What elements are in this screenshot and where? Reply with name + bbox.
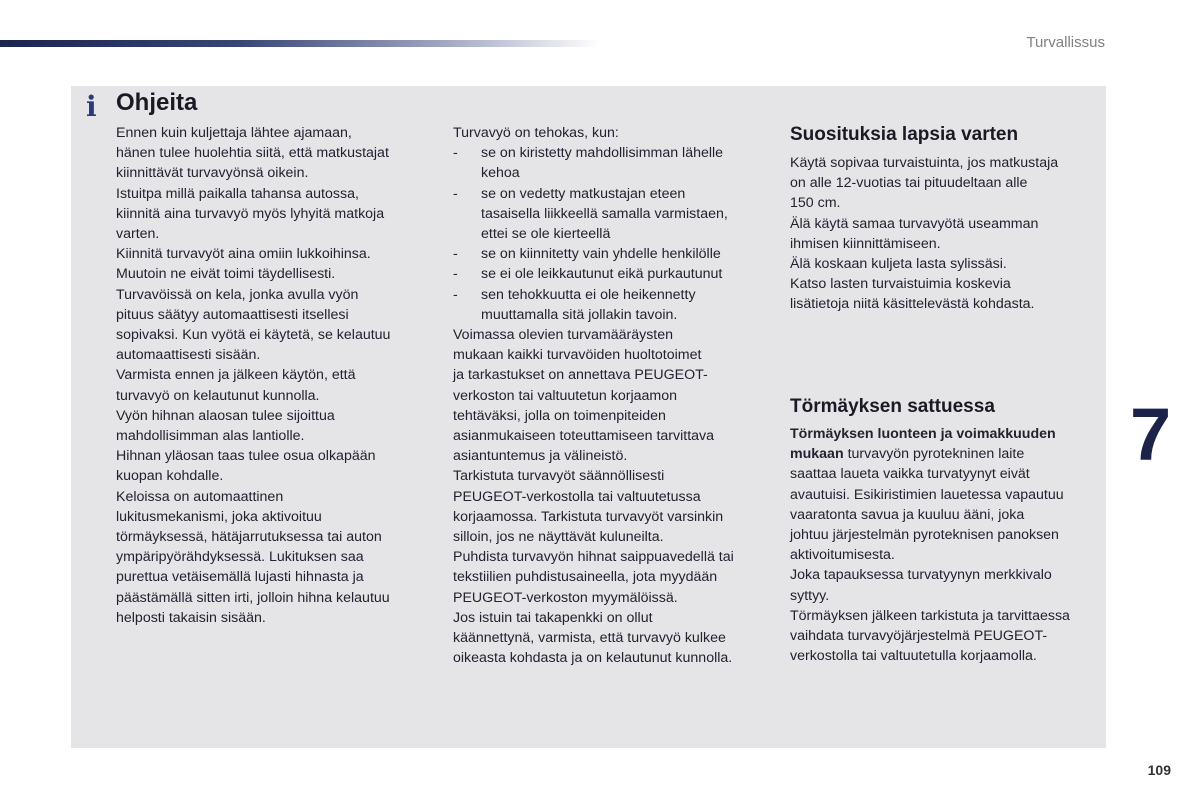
- body-line: PEUGEOT-verkostolla tai valtuutetussa: [453, 488, 701, 505]
- body-line-rest: turvavyön pyrotekninen laite: [843, 446, 1025, 463]
- body-line: Hihnan yläosan taas tulee osua olkapään: [116, 448, 376, 465]
- body-line: Älä käytä samaa turvavyötä useamman: [790, 215, 1039, 232]
- bold-line: Törmäyksen luonteen ja voimakkuuden: [790, 426, 1056, 442]
- page-number: 109: [1147, 762, 1171, 778]
- body-line: asiantuntemus ja välineistö.: [453, 448, 628, 465]
- body-line: käännettynä, varmista, että turvavyö kulkee: [453, 630, 726, 647]
- body-line: verkostolla tai valtuutetulla korjaamolla.: [790, 648, 1037, 665]
- body-line: kiinnittävät turvavyönsä oikein.: [116, 165, 309, 182]
- body-line: on alle 12-vuotias tai pituudeltaan alle: [790, 175, 1028, 192]
- body-line: lukitusmekanismi, joka aktivoituu: [116, 508, 322, 525]
- body-line: Voimassa olevien turvamääräysten: [453, 327, 674, 344]
- body-line: Turvavöissä on kela, jonka avulla vyön: [116, 286, 359, 303]
- list-item-line: se on kiinnitetty vain yhdelle henkilölle: [481, 246, 721, 263]
- body-line: Ennen kuin kuljettaja lähtee ajamaan,: [116, 125, 352, 141]
- list-item-line: se on vedetty matkustajan eteen: [481, 185, 686, 202]
- main-heading: Ohjeita: [116, 89, 198, 116]
- body-line: ja tarkastukset on annettava PEUGEOT-: [453, 367, 708, 384]
- dash-bullet: -: [453, 145, 458, 162]
- body-line: Varmista ennen ja jälkeen käytön, että: [116, 367, 356, 384]
- body-line: kiinnitä aina turvavyö myös lyhyitä matkoja: [116, 205, 385, 222]
- body-line: purettua vetäisemällä lujasti hihnasta ja: [116, 569, 364, 586]
- children-recommendations-heading: Suosituksia lapsia varten: [790, 124, 1019, 145]
- body-line: 150 cm.: [790, 195, 841, 212]
- chapter-number: 7: [1130, 393, 1172, 476]
- body-line: helposti takaisin sisään.: [116, 609, 266, 626]
- body-line: Tarkistuta turvavyöt säännöllisesti: [453, 468, 665, 485]
- list-item: [453, 285, 773, 325]
- header-gradient-bar: [0, 40, 600, 47]
- body-line: [790, 444, 1105, 464]
- body-line: avautuisi. Esikiristimien lauetessa vapautuu: [790, 486, 1064, 503]
- crash-text: [790, 424, 1105, 666]
- dash-bullet: -: [453, 266, 458, 283]
- body-line: Vyön hihnan alaosan tulee sijoittua: [116, 407, 335, 424]
- body-line: Joka tapauksessa turvatyynyn merkkivalo: [790, 567, 1052, 584]
- list-item-line: ettei se ole kierteellä: [481, 226, 611, 243]
- children-recommendations-text: [790, 153, 1105, 315]
- body-line: PEUGEOT-verkoston myymälöissä.: [453, 589, 678, 606]
- body-line: ympäripyörähdyksessä. Lukituksen saa: [116, 549, 364, 566]
- list-item-line: tasaisella liikkeellä samalla varmistaen,: [481, 205, 728, 222]
- instructions-column-2: [453, 123, 773, 668]
- dash-bullet: -: [453, 185, 458, 202]
- instructions-column-1: [116, 123, 436, 628]
- body-line: mahdollisimman alas lantiolle.: [116, 428, 305, 445]
- list-item: [453, 143, 773, 183]
- body-line: Puhdista turvavyön hihnat saippuavedellä tai: [453, 549, 734, 566]
- body-line: vaihdata turvavyöjärjestelmä PEUGEOT-: [790, 628, 1048, 645]
- list-item-line: kehoa: [481, 165, 520, 182]
- body-line: Älä koskaan kuljeta lasta sylissäsi.: [790, 256, 1007, 273]
- list-intro: Turvavyö on tehokas, kun:: [453, 125, 619, 141]
- body-line: Jos istuin tai takapenkki on ollut: [453, 609, 653, 626]
- list-item-line: muuttamalla sitä jollakin tavoin.: [481, 306, 678, 323]
- body-line: Kiinnitä turvavyöt aina omiin lukkoihinsa.: [116, 246, 371, 263]
- dash-bullet: -: [453, 286, 458, 303]
- body-line: Törmäyksen jälkeen tarkistuta ja tarvittaessa: [790, 607, 1070, 624]
- body-line: asianmukaiseen toteuttamiseen tarvittava: [453, 428, 715, 445]
- body-line: hänen tulee huolehtia siitä, että matkustajat: [116, 145, 389, 162]
- body-line: lisätietoja niitä käsittelevästä kohdasta.: [790, 296, 1035, 313]
- dash-bullet: -: [453, 246, 458, 263]
- info-icon: i: [86, 90, 97, 123]
- body-line: sopivaksi. Kun vyötä ei käytetä, se kelautuu: [116, 327, 391, 344]
- body-line: ihmisen kiinnittämiseen.: [790, 235, 941, 252]
- body-line: vaaratonta savua ja kuuluu ääni, joka: [790, 506, 1025, 523]
- body-line: tekstiilien puhdistusaineella, jota myydään: [453, 569, 718, 586]
- body-line: johtuu järjestelmän pyroteknisen panoksen: [790, 527, 1059, 544]
- body-line: oikeasta kohdasta ja on kelautunut kunnolla.: [453, 650, 733, 667]
- body-line: kuopan kohdalle.: [116, 468, 224, 485]
- section-title: Turvallissus: [1026, 34, 1105, 51]
- body-line: Katso lasten turvaistuimia koskevia: [790, 276, 1011, 293]
- body-line: verkoston tai valtuutetun korjaamon: [453, 387, 677, 404]
- body-line: Käytä sopivaa turvaistuinta, jos matkustaja: [790, 155, 1059, 171]
- bold-word: mukaan: [790, 446, 844, 463]
- list-item-line: se ei ole leikkautunut eikä purkautunut: [481, 266, 723, 283]
- body-line: turvavyö on kelautunut kunnolla.: [116, 387, 320, 404]
- body-line: törmäyksessä, hätäjarrutuksessa tai auton: [116, 529, 382, 546]
- body-line: Istuitpa millä paikalla tahansa autossa,: [116, 185, 359, 202]
- list-item-line: sen tehokkuutta ei ole heikennetty: [481, 286, 696, 303]
- body-line: pituus säätyy automaattisesti itsellesi: [116, 306, 349, 323]
- list-item-line: se on kiristetty mahdollisimman lähelle: [481, 145, 724, 162]
- crash-heading: Törmäyksen sattuessa: [790, 396, 995, 417]
- list-item: [453, 244, 773, 264]
- body-line: Muutoin ne eivät toimi täydellisesti.: [116, 266, 336, 283]
- list-item: [453, 264, 773, 284]
- body-line: syttyy.: [790, 587, 830, 604]
- body-line: varten.: [116, 226, 160, 243]
- list-item: [453, 184, 773, 245]
- body-line: päästämällä sitten irti, jolloin hihna kelautuu: [116, 589, 390, 606]
- body-line: automaattisesti sisään.: [116, 347, 261, 364]
- body-line: mukaan kaikki turvavöiden huoltotoimet: [453, 347, 702, 364]
- body-line: korjaamossa. Tarkistuta turvavyöt varsinkin: [453, 508, 724, 525]
- body-line: saattaa laueta vaikka turvatyynyt eivät: [790, 466, 1030, 483]
- body-line: Keloissa on automaattinen: [116, 488, 284, 505]
- body-line: aktivoitumisesta.: [790, 547, 895, 564]
- body-line: tehtäväksi, jolla on toimenpiteiden: [453, 407, 666, 424]
- body-line: silloin, jos ne näyttävät kuluneilta.: [453, 529, 664, 546]
